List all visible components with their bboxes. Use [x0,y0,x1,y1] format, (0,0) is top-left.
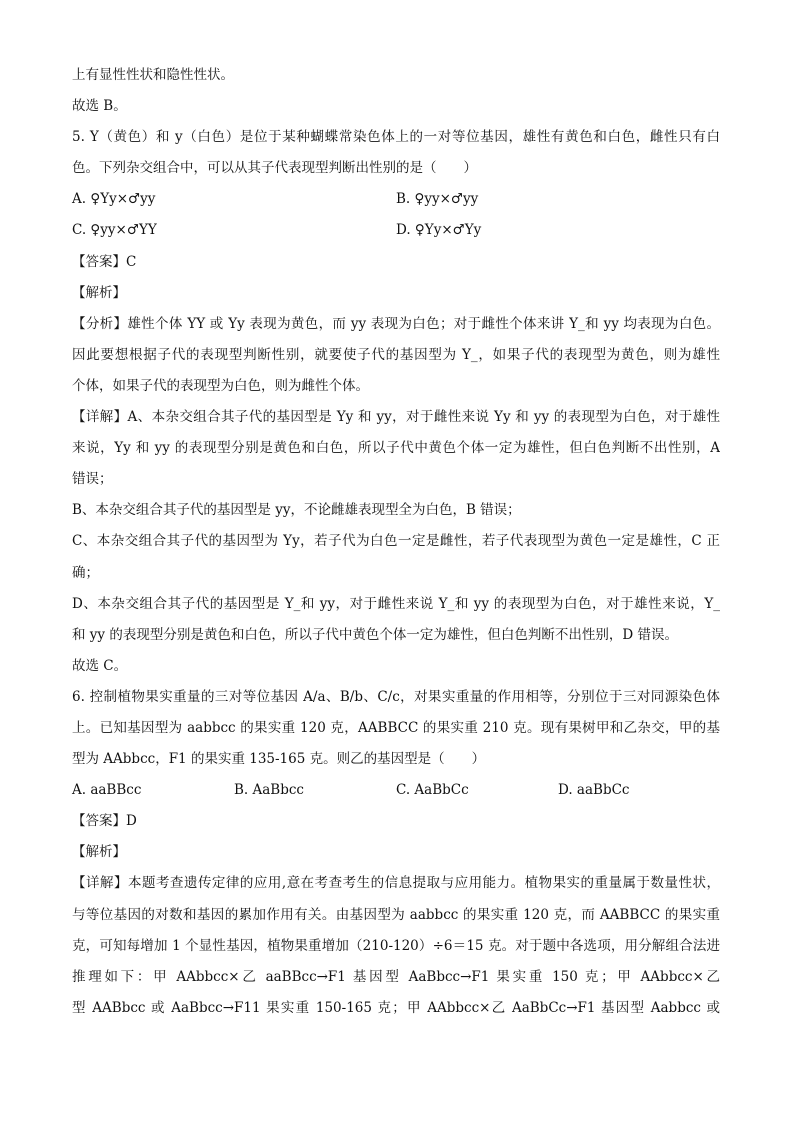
text-line: 上有显性性状和隐性性状。 [72,67,234,83]
text-line: B、本杂交组合其子代的基因型是 yy，不论雌雄表现型全为白色，B 错误； [72,502,521,519]
document-page [72,60,720,1024]
q5-option-b: B. ♀yy×♂yy [396,191,479,208]
q6-answer: 【答案】D [72,813,137,830]
question-5-stem-cont: 色。下列杂交组合中，可以从其子代表现型判断出性别的是（ ） [72,160,477,177]
text-line: D、本杂交组合其子代的基因型是 Y_和 yy，对于雌性来说 Y_和 yy 的表现型为白色，对于雄性来说，Y_ [72,595,720,612]
q5-answer: 【答案】C [72,253,137,270]
text-line: 故选 B。 [72,98,127,115]
text-line: 故选 C。 [72,657,128,674]
text-line: 和 yy 的表现型分别是黄色和白色，所以子代中黄色个体一定为雄性，但白色判断不出性别，D 错误。 [72,626,678,643]
text-line: 错误； [72,471,113,488]
q5-option-a: A. ♀Yy×♂yy [72,191,156,208]
q6-option-c: C. AaBbCc [396,782,469,799]
q6-options-row [72,775,720,806]
text-line: 来说，Yy 和 yy 的表现型分别是黄色和白色，所以子代中黄色个体一定为雄性，但白色判断不出性别，A [72,440,720,457]
text-line: 【详解】本题考查遗传定律的应用,意在考查考生的信息提取与应用能力。植物果实的重量属于数量性状， [72,875,720,892]
text-line: 【详解】A、本杂交组合其子代的基因型是 Yy 和 yy，对于雌性来说 Yy 和 yy 的表现型为白色，对于雄性 [72,409,720,426]
q5-options-row-1 [72,184,720,215]
question-5-stem: 5. Y（黄色）和 y（白色）是位于某种蝴蝶常染色体上的一对等位基因，雄性有黄色和白色，雌性只有白 [72,129,720,146]
q6-analysis-heading: 【解析】 [72,844,126,861]
question-6-stem: 6. 控制植物果实重量的三对等位基因 A/a、B/b、C/c，对果实重量的作用相等，分别位于三对同源染色体 [72,688,720,705]
text-line: 与等位基因的对数和基因的累加作用有关。由基因型为 aabbcc 的果实重 120 克，而 AABBCC 的果实重 [72,906,720,923]
question-6-stem-cont: 型为 AAbbcc，F1 的果实重 135-165 克。则乙的基因型是（ ） [72,751,486,768]
text-line: 推理如下：甲 AAbbcc×乙 aaBBcc→F1 基因型 AaBbcc→F1 果实重 150 克；甲 AAbbcc×乙 [72,968,720,985]
text-line: 确； [72,564,99,581]
text-line: 因此要想根据子代的表现型判断性别，就要使子代的基因型为 Y_，如果子代的表现型为黄色，则为雄性 [72,346,720,363]
text-line: 克，可知每增加 1 个显性基因，植物果重增加（210-120）÷6＝15 克。对于题中各选项，用分解组合法进 [72,937,720,954]
q5-option-d: D. ♀Yy×♂Yy [396,222,482,239]
text-line: 【分析】雄性个体 YY 或 Yy 表现为黄色，而 yy 表现为白色；对于雌性个体来讲 Y_和 yy 均表现为白色。 [72,315,720,332]
text-line: C、本杂交组合其子代的基因型为 Yy，若子代为白色一定是雌性，若子代表现型为黄色一定是雄性，C 正 [72,533,720,550]
q6-option-b: B. AaBbcc [234,782,304,799]
q5-options-row-2 [72,215,720,246]
q6-option-d: D. aaBbCc [558,782,630,799]
q5-analysis-heading: 【解析】 [72,284,126,301]
q5-option-c: C. ♀yy×♂YY [72,222,157,239]
question-6-stem-cont: 上。已知基因型为 aabbcc 的果实重 120 克，AABBCC 的果实重 210 克。现有果树甲和乙杂交，甲的基 [72,719,720,736]
text-line: 个体，如果子代的表现型为白色，则为雌性个体。 [72,377,369,394]
q6-option-a: A. aaBBcc [72,782,142,799]
text-line: 型 AABbcc 或 AaBbcc→F11 果实重 150-165 克；甲 AAbbcc×乙 AaBbCc→F1 基因型 Aabbcc 或 [72,999,720,1016]
